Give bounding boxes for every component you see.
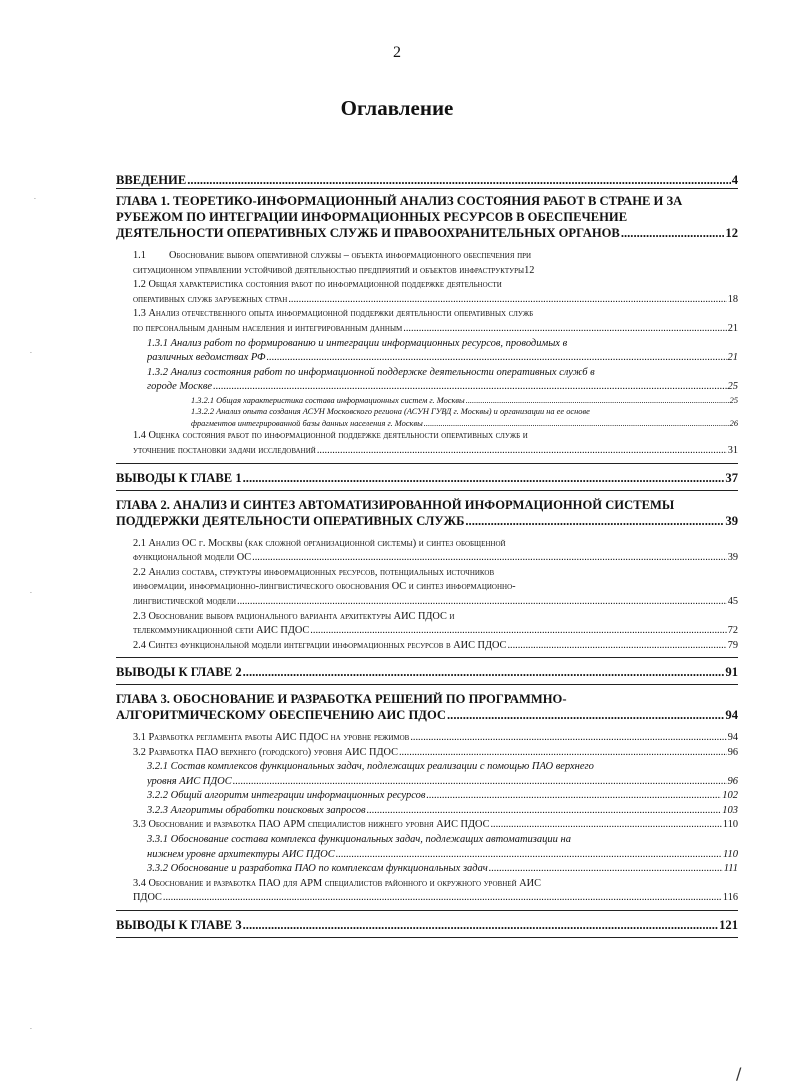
toc-entry-page: 37 <box>725 470 738 485</box>
toc-entry-conclusions-2[interactable] <box>116 664 738 680</box>
toc-entry-page: 4 <box>731 173 738 187</box>
toc-entry-page: 103 <box>722 804 738 816</box>
toc-entry-title-line: АЛГОРИТМИЧЕСКОМУ ОБЕСПЕЧЕНИЮ АИС ПДОС <box>116 708 447 723</box>
toc-entry-title-line: 2.1 Анализ ОС г. Москвы (как сложной организационной системы) и синтез обобщенной <box>133 537 506 549</box>
toc-entry-title-line: 3.2 Разработка ПАО верхнего (городского) уровня АИС ПДОС <box>133 746 398 758</box>
toc-entry-title: ВЫВОДЫ К ГЛАВЕ 3 <box>116 917 242 932</box>
toc-entry-title-line: ПДОС <box>133 892 162 904</box>
toc-entry-title-line: 3.2.3 Алгоритмы обработки поисковых запросов <box>147 804 366 816</box>
toc-entry-title-line: информации, информационно-лингвистического обоснования ОС и синтез информационно- <box>133 581 516 593</box>
toc-entry-page: 31 <box>727 444 738 456</box>
toc-entry-1-4[interactable] <box>116 429 738 458</box>
toc-entry-2-3[interactable] <box>116 610 738 639</box>
toc-entry-title-line: нижнем уровне архитектуры АИС ПДОС <box>147 848 335 860</box>
toc-entry-title-line: 3.2.1 Состав комплексов функциональных задач, подлежащих реализации с помощью ПАО верхнего <box>147 761 594 773</box>
toc-entry-title-line: фрагментов интегрированной базы данных населения г. Москвы <box>191 418 423 428</box>
toc-entry-title-line: 1.3.2.1 Общая характеристика состава информационных систем г. Москвы <box>191 395 465 405</box>
toc-entry-1-2[interactable] <box>116 278 738 307</box>
toc-entry-page: 111 <box>723 863 738 875</box>
toc-entry-3-2-2[interactable] <box>116 789 738 804</box>
toc-entry-page: 39 <box>725 513 738 528</box>
toc-entry-title-line: ПОДДЕРЖКИ ДЕЯТЕЛЬНОСТИ ОПЕРАТИВНЫХ СЛУЖБ <box>116 513 465 528</box>
toc-entry-number: 1.1 <box>133 250 146 261</box>
toc-entry-title-line: телекоммуникационной сети АИС ПДОС <box>133 625 310 637</box>
toc-entry-1-3-2-1[interactable] <box>116 395 738 407</box>
toc-entry-title-line: 1.3.1 Анализ работ по формированию и интеграции информационных ресурсов, проводимых в <box>147 337 568 349</box>
toc-entry-page: 79 <box>727 639 738 651</box>
toc-entry-page: 45 <box>727 595 738 607</box>
toc-entry-title-line: 1.3 Анализ отечественного опыта информационной поддержки деятельности оперативных служб <box>133 308 534 320</box>
toc-entry-1-3-2[interactable] <box>116 366 738 395</box>
toc-entry-title-line: ДЕЯТЕЛЬНОСТИ ОПЕРАТИВНЫХ СЛУЖБ И ПРАВООХРАНИТЕЛЬНЫХ ОРГАНОВ <box>116 226 620 240</box>
pen-mark: / <box>736 1064 742 1083</box>
toc-entry-2-1[interactable] <box>116 537 738 566</box>
toc-entry-page: 110 <box>723 848 738 860</box>
toc-entry-title-line: лингвистической модели <box>133 595 236 607</box>
toc-entry-title-line: функциональной модели ОС <box>133 552 252 564</box>
table-of-contents <box>116 172 738 938</box>
toc-entry-title-line: уровня АИС ПДОС <box>147 775 232 787</box>
toc-entry-title-line: ситуационном управлении устойчивой деятельностью предприятий и объектов инфраструктуры <box>133 264 525 276</box>
toc-entry-3-3-2[interactable] <box>116 862 738 877</box>
toc-entry-page: 94 <box>725 708 738 723</box>
toc-entry-title: ВЫВОДЫ К ГЛАВЕ 2 <box>116 665 242 680</box>
toc-entry-chapter-2[interactable] <box>116 497 738 529</box>
toc-entry-page: 21 <box>727 352 738 364</box>
toc-entry-3-4[interactable] <box>116 877 738 906</box>
toc-entry-2-4[interactable] <box>116 639 738 654</box>
toc-entry-title-line: 3.3 Обоснование и разработка ПАО АРМ специалистов нижнего уровня АИС ПДОС <box>133 819 490 831</box>
toc-entry-page: 121 <box>719 917 738 932</box>
toc-entry-page: 18 <box>727 293 738 305</box>
page-number: 2 <box>393 44 401 61</box>
toc-entry-title: ВЫВОДЫ К ГЛАВЕ 1 <box>116 470 242 485</box>
toc-entry-3-3[interactable] <box>116 818 738 833</box>
toc-entry-title-line: 1.3.2 Анализ состояния работ по информационной поддержке деятельности оперативных служб в <box>147 366 595 378</box>
toc-entry-3-3-1[interactable] <box>116 833 738 862</box>
toc-entry-page: 72 <box>727 625 738 637</box>
toc-entry-title-line: 2.4 Синтез функциональной модели интеграции информационных ресурсов в АИС ПДОС <box>133 639 507 651</box>
toc-entry-1-1[interactable] <box>116 249 738 278</box>
toc-entry-page: 25 <box>727 381 738 393</box>
toc-entry-title-line: различных ведомствах РФ <box>147 352 266 364</box>
toc-entry-title-line: 2.2 Анализ состава, структуры информационных ресурсов, потенциальных источников <box>133 566 495 578</box>
toc-entry-page: 91 <box>725 665 738 680</box>
toc-entry-1-3-1[interactable] <box>116 337 738 366</box>
toc-entry-1-3-2-2[interactable] <box>116 406 738 429</box>
toc-entry-page: 25 <box>729 395 738 405</box>
toc-entry-title-line: 3.3.2 Обоснование и разработка ПАО по комплексам функциональных задач <box>147 863 488 875</box>
toc-entry-title-line: 3.4 Обоснование и разработка ПАО для АРМ специалистов районного и окружного уровней АИС <box>133 877 541 889</box>
toc-entry-title-line: по персональным данным населения и интегрированным данным <box>133 322 403 334</box>
toc-entry-page: 116 <box>722 892 738 904</box>
toc-entry-title-line: 1.1 Обоснование выбора оперативной службы – объекта информационного обеспечения при <box>133 250 532 261</box>
toc-entry-2-2[interactable] <box>116 566 738 610</box>
toc-entry-title-line: 3.1 Разработка регламента работы АИС ПДОС на уровне режимов <box>133 732 410 744</box>
toc-entry-title-line: 3.3.1 Обоснование состава комплекса функциональных задач, подлежащих автоматизации на <box>147 834 571 846</box>
toc-entry-title-line: ГЛАВА 3. ОБОСНОВАНИЕ И РАЗРАБОТКА РЕШЕНИЙ ПО ПРОГРАММНО- <box>116 692 567 707</box>
toc-entry-intro[interactable] <box>116 172 738 188</box>
toc-entry-page: 96 <box>727 775 738 787</box>
toc-entry-title-line: ГЛАВА 1. ТЕОРЕТИКО-ИНФОРМАЦИОННЫЙ АНАЛИЗ СОСТОЯНИЯ РАБОТ В СТРАНЕ И ЗА <box>116 194 683 208</box>
toc-entry-3-2-3[interactable] <box>116 804 738 819</box>
toc-entry-3-1[interactable] <box>116 731 738 746</box>
toc-entry-title-line: 1.2 Общая характеристика состояния работ по информационной поддержке деятельности <box>133 279 502 291</box>
toc-entry-page: 12 <box>524 264 535 276</box>
toc-entry-title-line: ГЛАВА 2. АНАЛИЗ И СИНТЕЗ АВТОМАТИЗИРОВАННОЙ ИНФОРМАЦИОННОЙ СИСТЕМЫ <box>116 497 675 512</box>
toc-entry-title-line: 1.4 Оценка состояния работ по информационной поддержке деятельности оперативных служб и <box>133 430 528 442</box>
toc-entry-page: 26 <box>729 418 738 428</box>
toc-entry-page: 12 <box>725 226 738 240</box>
toc-entry-page: 21 <box>727 322 738 334</box>
scan-speck: · <box>30 350 32 357</box>
toc-entry-3-2[interactable] <box>116 746 738 761</box>
toc-entry-title-line: 1.3.2.2 Анализ опыта создания АСУН Московского региона (АСУН ГУВД г. Москвы) и организации на ее основе <box>191 407 590 417</box>
toc-entry-chapter-1[interactable] <box>116 193 738 241</box>
toc-entry-page: 96 <box>727 746 738 758</box>
page-title: Оглавление <box>340 96 454 120</box>
toc-entry-title-line: городе Москве <box>147 381 213 393</box>
scan-speck: · <box>34 196 36 203</box>
toc-entry-conclusions-3[interactable] <box>116 917 738 933</box>
toc-entry-page: 110 <box>722 819 738 831</box>
scan-speck: · <box>30 1026 32 1033</box>
toc-entry-chapter-3[interactable] <box>116 691 738 723</box>
toc-entry-page: 39 <box>727 552 738 564</box>
toc-entry-title-line: 2.3 Обоснование выбора рационального варианта архитектуры АИС ПДОС и <box>133 610 455 622</box>
toc-entry-title-line: РУБЕЖОМ ПО ИНТЕГРАЦИИ ИНФОРМАЦИОННЫХ РЕСУРСОВ В ОБЕСПЕЧЕНИЕ <box>116 210 628 224</box>
toc-entry-title-line: 3.2.2 Общий алгоритм интеграции информационных ресурсов <box>147 790 426 802</box>
toc-entry-title: ВВЕДЕНИЕ <box>116 173 187 187</box>
scan-speck: · <box>30 590 32 597</box>
toc-entry-title-line: уточнение постановки задачи исследований <box>133 444 316 456</box>
toc-entry-title-line: оперативных служб зарубежных стран <box>133 293 288 305</box>
toc-entry-3-2-1[interactable] <box>116 760 738 789</box>
toc-entry-1-3[interactable] <box>116 307 738 336</box>
toc-entry-conclusions-1[interactable] <box>116 470 738 486</box>
toc-entry-page: 94 <box>727 732 738 744</box>
toc-entry-page: 102 <box>722 790 738 802</box>
